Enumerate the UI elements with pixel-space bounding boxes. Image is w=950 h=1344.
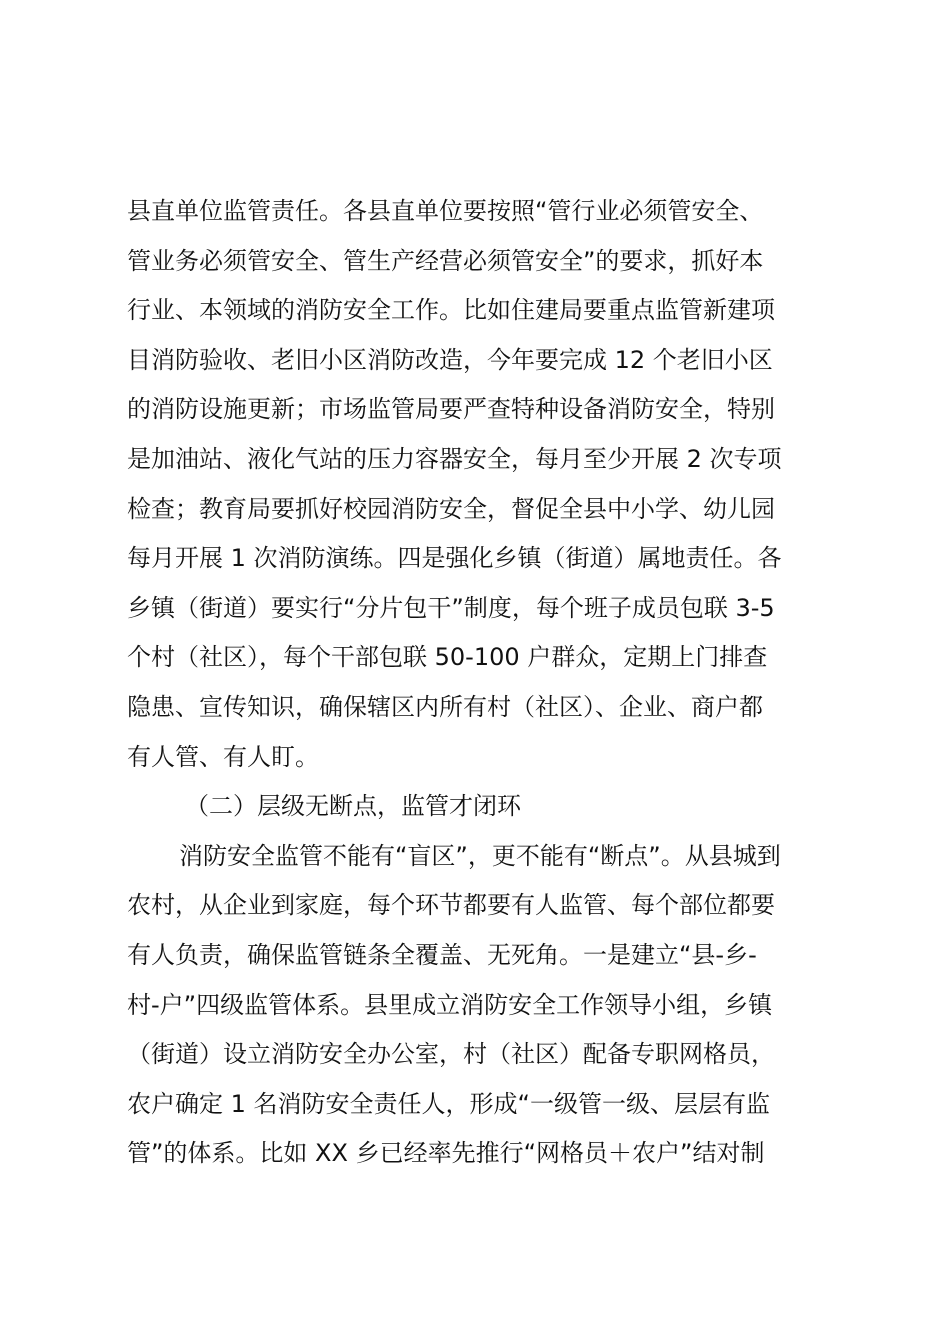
text-line: 县直单位监管责任。各县直单位要按照“管行业必须管安全、	[127, 197, 764, 225]
text-line: 管”的体系。比如 XX 乡已经率先推行“网格员＋农户”结对制	[127, 1139, 765, 1168]
text-line: 每月开展 1 次消防演练。四是强化乡镇（街道）属地责任。各	[127, 544, 782, 573]
text-line: 消防安全监管不能有“盲区”，更不能有“断点”。从县城到	[179, 841, 781, 870]
text-line: 有人负责，确保监管链条全覆盖、无死角。一是建立“县-乡-	[127, 940, 757, 969]
text-line: 管业务必须管安全、管生产经营必须管安全”的要求，抓好本	[127, 246, 764, 275]
text-line: 的消防设施更新；市场监管局要严查特种设备消防安全，特别	[127, 395, 775, 424]
text-line: 检查；教育局要抓好校园消防安全，督促全县中小学、幼儿园	[127, 494, 775, 523]
text-line: 隐患、宣传知识，确保辖区内所有村（社区）、企业、商户都	[127, 692, 763, 721]
text-line: 个村（社区），每个干部包联 50-100 户群众，定期上门排查	[127, 643, 768, 672]
text-line: 农村，从企业到家庭，每个环节都要有人监管、每个部位都要	[127, 891, 775, 920]
text-line: 农户确定 1 名消防安全责任人，形成“一级管一级、层层有监	[127, 1089, 770, 1118]
text-line: 村-户”四级监管体系。县里成立消防安全工作领导小组，乡镇	[127, 990, 773, 1019]
text-line: 目消防验收、老旧小区消防改造，今年要完成 12 个老旧小区	[127, 345, 773, 374]
section-heading: （二）层级无断点，监管才闭环	[185, 792, 521, 821]
text-line: （街道）设立消防安全办公室，村（社区）配备专职网格员，	[127, 1040, 775, 1069]
text-line: 乡镇（街道）要实行“分片包干”制度，每个班子成员包联 3-5	[127, 593, 775, 622]
text-line: 行业、本领域的消防安全工作。比如住建局要重点监管新建项	[127, 296, 775, 325]
body-text	[127, 187, 827, 1179]
text-line: 是加油站、液化气站的压力容器安全，每月至少开展 2 次专项	[127, 444, 782, 473]
text-line: 有人管、有人盯。	[127, 742, 319, 771]
